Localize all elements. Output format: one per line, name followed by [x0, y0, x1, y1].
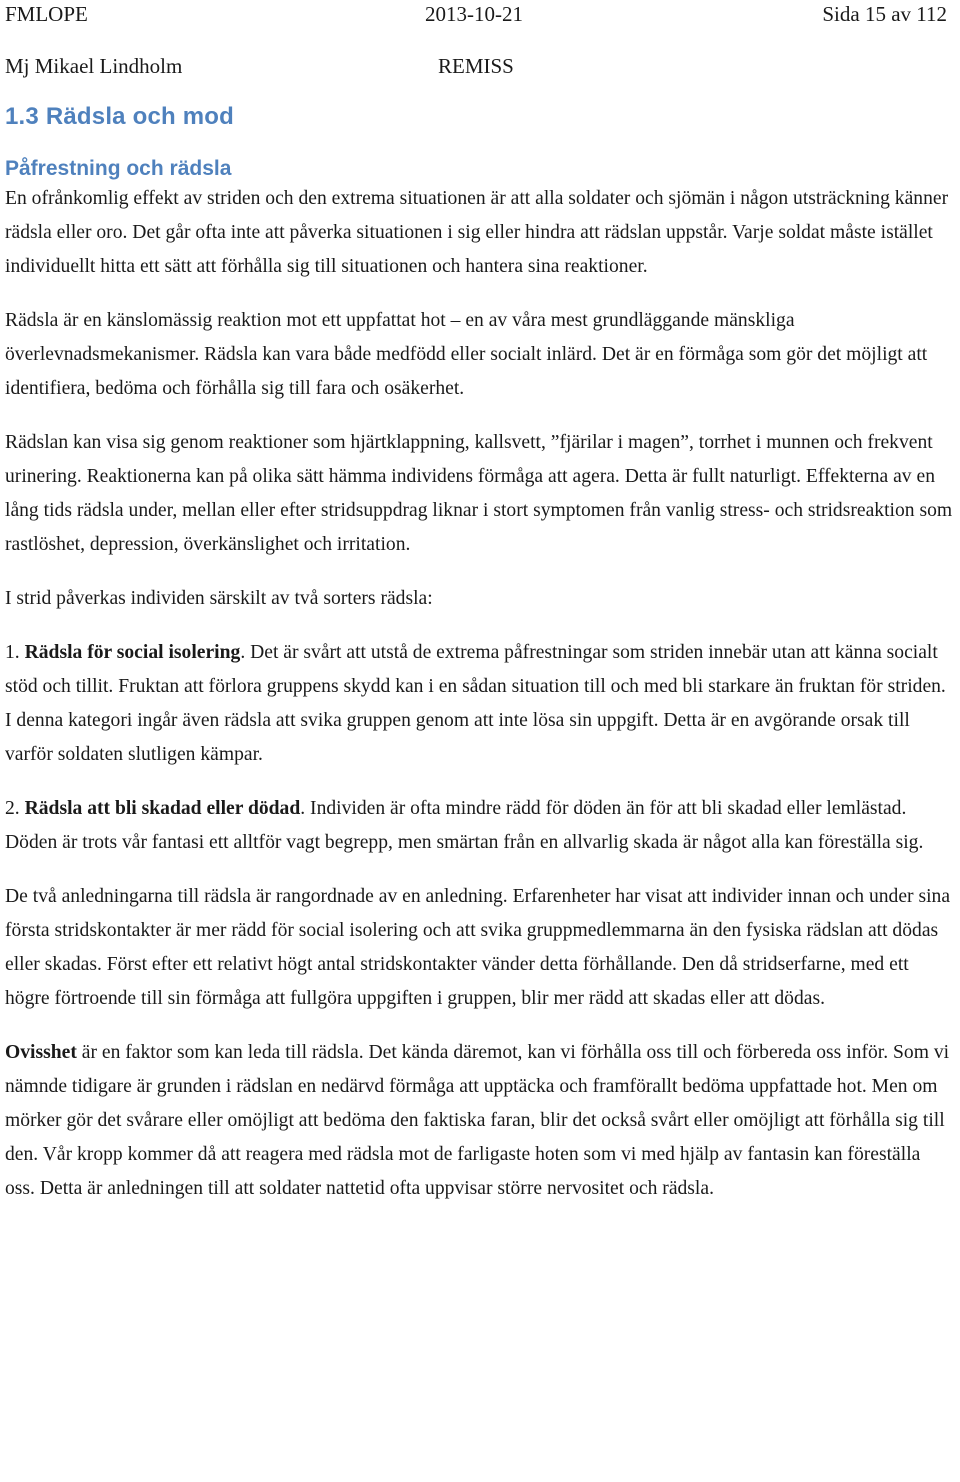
paragraph-term: Ovisshet — [5, 1042, 77, 1063]
header-org: FMLOPE — [5, 2, 88, 26]
paragraph-uncertainty — [5, 1036, 955, 1206]
page-header-bottom — [5, 34, 955, 78]
paragraph-intro: En ofrånkomlig effekt av striden och den extrema situationen är att alla soldater och sjömän i någon utsträckning känner rädsla eller oro. Det går ofta inte att påverka situationen i sig eller hindra att rädslan uppstår. Varje soldat måste istället individuellt hitta ett sätt att förhålla sig till situationen och hantera sina reaktioner. — [5, 188, 949, 277]
paragraph-reactions: Rädslan kan visa sig genom reaktioner som hjärtklappning, kallsvett, ”fjärilar i magen”, torrhet i munnen och frekvent urinering. Reaktionerna kan på olika sätt hämma individens förmåga att agera. Detta är fullt naturligt. Effekterna av en lång tids rädsla under, mellan eller efter stridsuppdrag liknar i stort symptomen från vanlig stress- och stridsreaktion som rastlöshet, depression, överkänslighet och irritation. — [5, 432, 953, 555]
paragraph-definition: Rädsla är en känslomässig reaktion mot ett uppfattat hot – en av våra mest grundläggande mänskliga överlevnadsmekanismer. Rädsla kan vara både medfödd eller socialt inlärd. Det är en förmåga som gör det möjligt att identifiera, bedöma och förhålla sig till fara och osäkerhet. — [5, 310, 928, 399]
document-page — [5, 0, 955, 1206]
paragraph-text: är en faktor som kan leda till rädsla. Det kända däremot, kan vi förhålla oss till och förbereda oss inför. Som vi nämnde tidigare är grunden i rädslan en nedärvd förmåga att upptäcka och framförallt bedöma uppfattade hot. Men om mörker gör det svårare eller omöjligt att bedöma den faktiska faran, blir det också svårt eller omöjligt att förhålla sig till den. Vår kropp kommer då att reagera med rädsla mot de farligaste hoten som vi med hjälp av fantasin kan föreställa oss. Detta är anledningen till att soldater nattetid ofta uppvisar större nervositet och rädsla. — [5, 1042, 950, 1199]
page-header-top — [5, 0, 955, 34]
section-heading: 1.3 Rädsla och mod — [5, 103, 234, 130]
list-item-text: . Individen är ofta mindre rädd för döden än för att bli skadad eller lemlästad. Döden är trots vår fantasi ett alltför vagt begrepp, men smärtan från en allvarlig skada är något alla kan föreställa sig. — [5, 798, 924, 853]
list-number: 1. — [5, 642, 25, 663]
list-item-text: . Det är svårt att utstå de extrema påfrestningar som striden innebär utan att känna socialt stöd och tillit. Fruktan att förlora gruppens skydd kan i en sådan situation till och med bli starkare än fruktan för striden. I denna kategori ingår även rädsla att svika gruppen genom att inte lösa sin uppgift. Detta är en avgörande orsak till varför soldaten slutligen kämpar. — [5, 642, 946, 765]
subsection-heading: Påfrestning och rädsla — [5, 157, 232, 180]
list-item-term: Rädsla att bli skadad eller dödad — [24, 798, 301, 819]
list-item-social-isolation — [5, 636, 955, 772]
list-item-term: Rädsla för social isolering — [24, 642, 241, 663]
header-date: 2013-10-21 — [425, 2, 523, 26]
header-status: REMISS — [438, 54, 514, 78]
paragraph-ranking: De två anledningarna till rädsla är rangordnade av en anledning. Erfarenheter har visat att individer innan och under sina första stridskontakter är mer rädd för social isolering och att svika gruppmedlemmarna än den fysiska rädslan att dödas eller skadas. Först efter ett relativt högt antal stridskontakter vänder detta förhållande. Den då stridserfarne, med ett högre förtroende till sin förmåga att fullgöra uppgiften i gruppen, blir mer rädd att skadas eller att dödas. — [5, 886, 951, 1009]
list-item-injury — [5, 792, 955, 860]
paragraph-two-kinds: I strid påverkas individen särskilt av två sorters rädsla: — [5, 588, 433, 609]
list-number: 2. — [5, 798, 25, 819]
header-author: Mj Mikael Lindholm — [5, 54, 183, 78]
header-page-number: Sida 15 av 112 — [822, 2, 947, 26]
